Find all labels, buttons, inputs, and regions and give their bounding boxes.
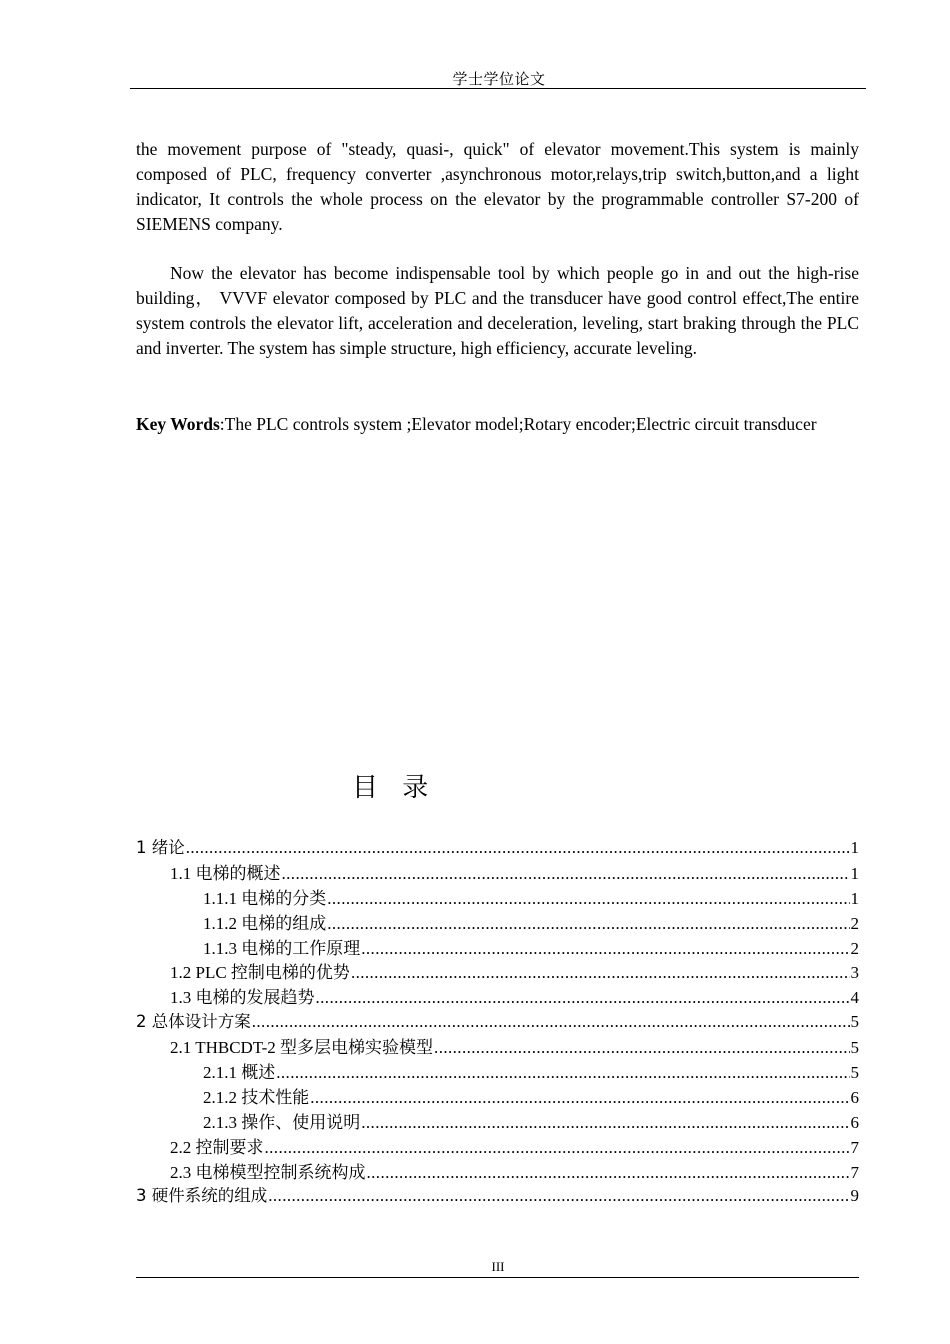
- header-divider: [130, 88, 866, 89]
- toc-entry-text: 2.1 THBCDT-2 型多层电梯实验模型: [170, 1038, 434, 1058]
- keywords-text: :The PLC controls system ;Elevator model;Rotary encoder;Electric circuit transducer: [219, 414, 817, 434]
- toc-page-number: 6: [850, 1087, 859, 1107]
- toc-leader-dots: [361, 1113, 849, 1133]
- running-header: 学士学位论文: [452, 70, 546, 88]
- toc-page-number: 9: [850, 1186, 859, 1206]
- toc-entry-text: 1.2 PLC 控制电梯的优势: [170, 963, 350, 983]
- toc-leader-dots: [327, 889, 849, 909]
- toc-entry-text: 1.1.1 电梯的分类: [203, 888, 327, 908]
- keywords-line: [136, 412, 859, 437]
- toc-leader-dots: [265, 1138, 850, 1158]
- abstract-paragraph-1: the movement purpose of "steady, quasi-, quick" of elevator movement.This system is mainly composed of PLC, frequency converter ,asynchronous motor,relays,trip switch,button,and a light indicator, It controls the whole process on the elevator by the programmable controller S7-200 of SIEMENS company.: [136, 139, 859, 234]
- toc-page-number: 6: [850, 1112, 859, 1132]
- table-of-contents: [136, 834, 859, 1207]
- toc-entry-text: 2.2 控制要求: [170, 1137, 264, 1157]
- toc-entry-text: 2.1.1 概述: [203, 1063, 276, 1083]
- toc-page-number: 1: [850, 863, 859, 883]
- toc-entry[interactable]: [136, 983, 859, 1008]
- toc-page-number: 7: [850, 1137, 859, 1157]
- toc-entry-text: 1.3 电梯的发展趋势: [170, 988, 315, 1008]
- toc-leader-dots: [361, 939, 849, 959]
- toc-entry-text: 1 绪论: [136, 838, 185, 857]
- toc-entry[interactable]: [136, 1108, 859, 1133]
- toc-page-number: 4: [850, 988, 859, 1008]
- toc-page-number: 5: [850, 1012, 859, 1032]
- toc-leader-dots: [268, 1186, 849, 1206]
- toc-leader-dots: [434, 1038, 849, 1058]
- abstract-paragraph-2: Now the elevator has become indispensable tool by which people go in and out the high-rise building， VVVF elevator composed by PLC and the transducer have good control effect,The entire system controls the elevator lift, acceleration and deceleration, leveling, start braking through the PLC and inverter. The system has simple structure, high efficiency, accurate leveling.: [136, 263, 859, 358]
- toc-leader-dots: [252, 1012, 850, 1032]
- toc-leader-dots: [316, 988, 850, 1008]
- toc-entry[interactable]: [136, 1133, 859, 1158]
- page-number: III: [491, 1259, 505, 1274]
- toc-entry-text: 2.1.3 操作、使用说明: [203, 1112, 361, 1132]
- toc-leader-dots: [186, 838, 850, 858]
- toc-entry-text: 1.1 电梯的概述: [170, 863, 281, 883]
- toc-entry[interactable]: [136, 909, 859, 934]
- toc-page-number: 3: [850, 963, 859, 983]
- toc-entry[interactable]: [136, 958, 859, 983]
- toc-page-number: 5: [850, 1063, 859, 1083]
- toc-entry[interactable]: [136, 1033, 859, 1058]
- toc-entry-text: 2.1.2 技术性能: [203, 1087, 310, 1107]
- keywords-label: Key Words: [136, 414, 220, 434]
- toc-entry[interactable]: [136, 1058, 859, 1083]
- toc-title: 目 录: [352, 773, 437, 803]
- toc-entry[interactable]: [136, 1083, 859, 1108]
- toc-entry[interactable]: [136, 1158, 859, 1183]
- toc-entry[interactable]: [136, 1008, 859, 1033]
- toc-page-number: 1: [850, 838, 859, 857]
- toc-entry-text: 3 硬件系统的组成: [136, 1186, 268, 1206]
- toc-leader-dots: [351, 963, 850, 983]
- toc-entry-text: 1.1.3 电梯的工作原理: [203, 938, 361, 958]
- toc-entry-text: 2.3 电梯模型控制系统构成: [170, 1162, 366, 1182]
- toc-page-number: 5: [850, 1038, 859, 1058]
- toc-entry[interactable]: [136, 884, 859, 909]
- toc-leader-dots: [276, 1063, 849, 1083]
- footer-divider: [136, 1277, 859, 1278]
- toc-entry[interactable]: [136, 1182, 859, 1207]
- toc-page-number: 1: [850, 888, 859, 908]
- toc-leader-dots: [367, 1163, 850, 1183]
- toc-leader-dots: [327, 914, 849, 934]
- toc-entry-text: 2 总体设计方案: [136, 1012, 251, 1032]
- toc-leader-dots: [282, 864, 850, 884]
- toc-page-number: 7: [850, 1162, 859, 1182]
- toc-entry[interactable]: [136, 859, 859, 884]
- toc-entry[interactable]: [136, 934, 859, 959]
- toc-page-number: 2: [850, 938, 859, 958]
- toc-entry[interactable]: [136, 834, 859, 859]
- toc-page-number: 2: [850, 913, 859, 933]
- toc-leader-dots: [310, 1088, 849, 1108]
- toc-entry-text: 1.1.2 电梯的组成: [203, 913, 327, 933]
